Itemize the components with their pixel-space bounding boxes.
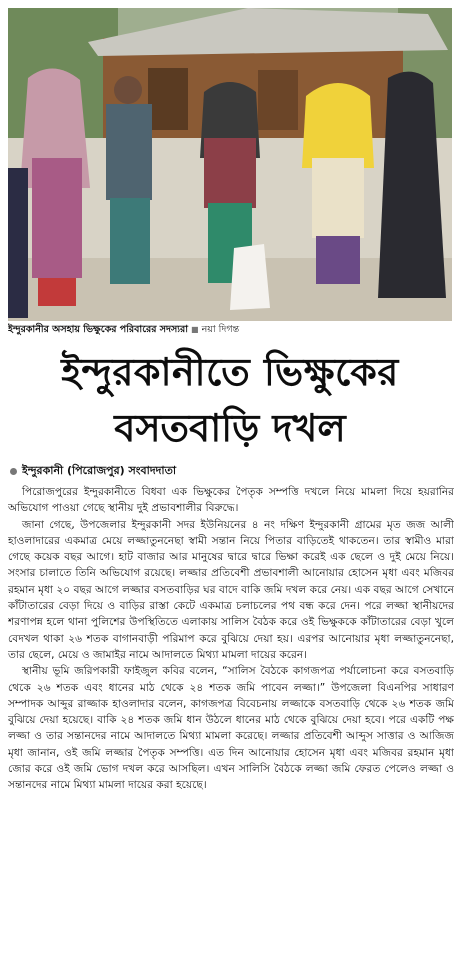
photo-credit: নয়া দিগন্ত xyxy=(201,324,240,335)
byline xyxy=(10,462,450,480)
caption-separator-icon: ■ xyxy=(191,325,199,334)
headline xyxy=(8,344,452,462)
headline-line-2: বসতবাড়ি দখল xyxy=(114,406,346,450)
article-body xyxy=(8,484,454,970)
headline-line-1: ইন্দুরকানীতে ভিক্ষুকের xyxy=(61,350,399,394)
bullet-icon xyxy=(10,468,17,475)
article-paragraph: স্থানীয় ভূমি জরিপকারী ফাইজুল কবির বলেন, “সালিস বৈঠকে কাগজপত্র পর্যালোচনা করে বসতবাড়ি থেকে ২৬ শতক এবং ধানের মাঠ থেকে ২৪ শতক জমি পাবেন লজ্জা।” উপজেলা বিএনপির সাধারণ সম্পাদক আব্দুর রাজ্জাক হাওলাদার বলেন, কাগজপত্র বিবেচনায় লজ্জাকে বসতবাড়ি থেকে ২৬ শতক জমি বুঝিয়ে দেয়া হয়েছে। বাকি ২৪ শতক জমি ধান উঠলে ধানের মাঠ থেকে বুঝিয়ে দেয়া হবে। পরে একটি পক্ষ লজ্জা ও তার সন্তানদের নামে আদালতে মিথ্যা মামলা করেছে। লজ্জার প্রতিবেশী আব্দুস সাত্তার ও আজিজ মৃধা জানান, ওই জমি লজ্জার পৈতৃক সম্পত্তি। এত দিন আনোয়ার হোসেন মৃধা এবং মজিবর রহমান মৃধা জোর করে ওই জমি ভোগ দখল করে আসছিল। এখন সালিসি বৈঠকে লজ্জা জমি ফেরত পেলেও লজ্জা ও সন্তানদের নামে মিথ্যা মামলা দায়ের করা হয়েছে। xyxy=(8,665,454,792)
news-photo xyxy=(8,8,452,321)
article-paragraph: জানা গেছে, উপজেলার ইন্দুরকানী সদর ইউনিয়নের ৪ নং দক্ষিণ ইন্দুরকানী গ্রামের মৃত জজ আলী হাওলাদারের একমাত্র মেয়ে লজ্জাতুননেছা স্বামী সন্তান নিয়ে পিতার বাড়িতেই থাকতেন। তার স্বামীও মারা গেছে কয়েক বছর আগে। হাট বাজার আর মানুষের দ্বারে দ্বারে ভিক্ষা করেই এক ছেলে ও দুই মেয়ে নিয়ে। সংসার চালাতে তিনি অভিযোগ রয়েছে। লজ্জার প্রতিবেশী প্রভাবশালী আনোয়ার হোসেন মৃধা এবং মজিবর রহমান মৃধা ২০ বছর আগে লজ্জার বসতবাড়ির ঘর বাদে বাকি জমি দখল করে নেয়। এক বছর আগে সেখানে কাঁটাতারের বেড়া দিয়ে ও বাড়ির রাস্তা কেটে একমাত্র চলাচলের পথ বন্ধ করে দেন। পরে লজ্জা স্থানীয়দের শরণাপন্ন হলে থানা পুলিশের উপস্থিতিতে এলাকায় সালিস বৈঠক করে ওই ভিক্ষুককে কাঁটাতারের বেড়া খুলে বেদখল থাকা ২৬ শতক বাগানবাড়ী পরিমাপ করে বুঝিয়ে দেয়া হয়। এরপর আনোয়ার মৃধা লজ্জাতুননেছা, তার ছেলে, মেয়ে ও জামাইর নামে আদালতে মিথ্যা মামলা দায়ের করেন। xyxy=(8,518,454,661)
byline-text: ইন্দুরকানী (পিরোজপুর) সংবাদদাতা xyxy=(22,464,177,477)
photo-caption xyxy=(8,322,452,338)
family-photo-icon xyxy=(8,8,452,321)
caption-text: ইন্দুরকানীর অসহায় ভিক্ষুকের পরিবারের সদস্যরা xyxy=(8,324,189,335)
article-paragraph: পিরোজপুরের ইন্দুরকানীতে বিধবা এক ভিক্ষুকের পৈতৃক সম্পত্তি দখলে নিয়ে মামলা দিয়ে হয়রানির অভিযোগ পাওয়া গেছে স্থানীয় দুই প্রভাবশালীর বিরুদ্ধে। xyxy=(8,486,454,515)
